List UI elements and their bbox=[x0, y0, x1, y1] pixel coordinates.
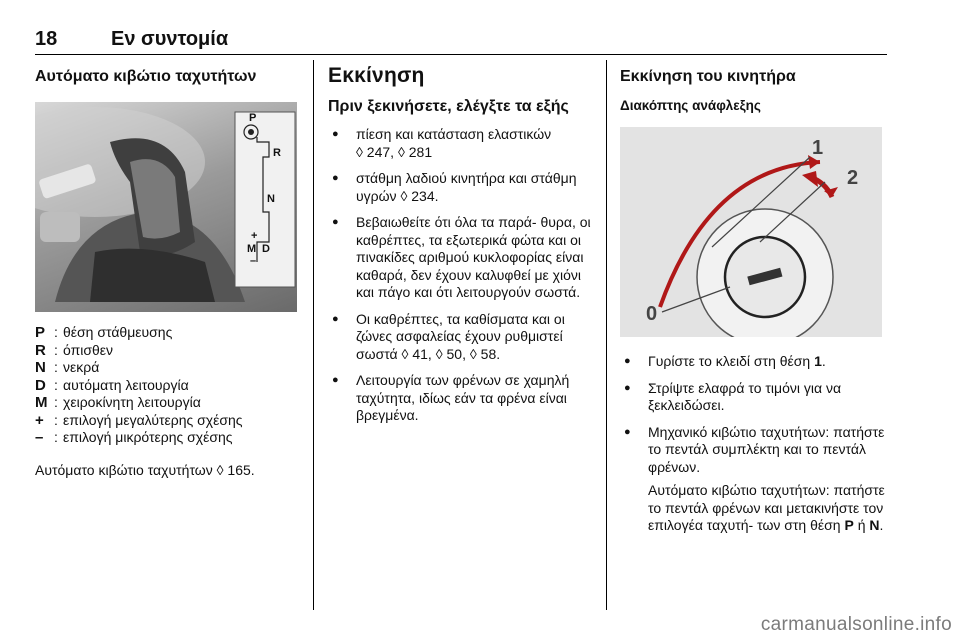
legend-text: νεκρά bbox=[63, 359, 100, 375]
list-item: ● Οι καθρέπτες, τα καθίσματα και οι ζώνες ασφαλείας έχουν ρυθμιστεί σωστά ◊ 41, ◊ 50, ◊ 58. bbox=[328, 311, 598, 364]
legend-text: χειροκίνητη λειτουργία bbox=[63, 394, 201, 410]
page-reference[interactable] bbox=[35, 462, 300, 478]
legend-key: – bbox=[35, 429, 44, 446]
legend-text: επιλογή μικρότερης σχέσης bbox=[63, 429, 233, 445]
list-item: ● στάθμη λαδιού κινητήρα και στάθμη υγρών ◊ 234. bbox=[328, 170, 598, 205]
ignition-switch-illustration bbox=[620, 127, 882, 337]
position-label-0: 0 bbox=[646, 303, 658, 325]
page-reference[interactable]: ◊ 234. bbox=[400, 187, 439, 204]
heading-starting: Εκκίνηση bbox=[328, 64, 425, 87]
column-engine-start bbox=[620, 60, 890, 535]
legend-row: N : νεκρά bbox=[35, 359, 300, 377]
gear-selector-illustration bbox=[35, 102, 297, 312]
gear-legend bbox=[35, 324, 300, 447]
position-mark: 1 bbox=[814, 353, 822, 369]
reference-page: 165. bbox=[227, 461, 255, 478]
gate-label-m: M bbox=[247, 243, 257, 255]
legend-row: M : χειροκίνητη λειτουργία bbox=[35, 394, 300, 412]
column-divider bbox=[313, 60, 314, 610]
position-mark: N bbox=[869, 517, 880, 533]
gate-label-n: N bbox=[267, 193, 275, 205]
legend-text: αυτόματη λειτουργία bbox=[63, 376, 189, 393]
gate-label-p: P bbox=[249, 112, 257, 124]
automatic-gearbox-note: Αυτόματο κιβώτιο ταχυτήτων: πατήστε το πεντάλ φρένων και μετακινήστε τον επιλογέα ταχυτή- των στη θέση P ή N. bbox=[648, 482, 885, 533]
checklist bbox=[328, 126, 598, 425]
legend-row: R : όπισθεν bbox=[35, 342, 300, 360]
reference-arrow-icon: ◊ bbox=[216, 461, 224, 478]
watermark: carmanualsonline.info bbox=[760, 614, 952, 635]
page-reference[interactable]: ◊ 41, ◊ 50, ◊ 58. bbox=[401, 345, 501, 362]
list-item: ● Γυρίστε το κλειδί στη θέση 1. bbox=[620, 353, 890, 371]
list-item: ● πίεση και κατάσταση ελαστικών ◊ 247, ◊ 281 bbox=[328, 126, 598, 161]
legend-key: D bbox=[35, 376, 46, 394]
position-mark: P bbox=[844, 517, 854, 533]
position-label-2: 2 bbox=[847, 167, 859, 189]
list-item: ● Στρίψτε ελαφρά το τιμόνι για να ξεκλειδώσει. bbox=[620, 380, 890, 415]
legend-key: M bbox=[35, 394, 48, 411]
page-number: 18 bbox=[35, 28, 58, 50]
page-header bbox=[35, 26, 887, 55]
list-item: ● Λειτουργία των φρένων σε χαμηλή ταχύτητα, ιδίως εάν τα φρένα είναι βρεγμένα. bbox=[328, 372, 598, 425]
subheading-ignition-switch: Διακόπτης ανάφλεξης bbox=[620, 98, 761, 113]
legend-text: όπισθεν bbox=[63, 341, 114, 358]
ignition-switch-diagram bbox=[620, 127, 882, 337]
engine-start-steps bbox=[620, 353, 890, 476]
reference-text: Αυτόματο κιβώτιο ταχυτήτων bbox=[35, 461, 213, 478]
page-reference[interactable]: ◊ 247, ◊ 281 bbox=[356, 143, 433, 160]
gate-label-d: D bbox=[262, 243, 270, 255]
gear-selector-photo bbox=[35, 102, 297, 312]
section-title: Εν συντομία bbox=[111, 28, 229, 50]
list-item: ● Βεβαιωθείτε ότι όλα τα παρά- θυρα, οι καθρέπτες, τα εξωτερικά φώτα και οι πινακίδες αριθμού κυκλοφορίας είναι καθαρά, δεν έχουν καλυφθεί με χιόνι και πάγο και ότι λειτουργούν σωστά. bbox=[328, 214, 598, 302]
legend-key: N bbox=[35, 359, 46, 376]
legend-row: + : επιλογή μεγαλύτερης σχέσης bbox=[35, 412, 300, 430]
column-starting bbox=[328, 60, 598, 434]
legend-key: + bbox=[35, 411, 44, 429]
column-automatic-gearbox bbox=[35, 60, 300, 478]
subheading-before-starting: Πριν ξεκινήσετε, ελέγξτε τα εξής bbox=[328, 98, 569, 115]
legend-text: θέση στάθμευσης bbox=[63, 324, 173, 340]
legend-text: επιλογή μεγαλύτερης σχέσης bbox=[63, 411, 243, 428]
gate-label-r: R bbox=[273, 147, 281, 159]
legend-row: P : θέση στάθμευσης bbox=[35, 324, 300, 342]
legend-key: P bbox=[35, 324, 46, 341]
heading-engine-start: Εκκίνηση του κινητήρα bbox=[620, 68, 796, 85]
list-item: ● Μηχανικό κιβώτιο ταχυτήτων: πατήστε το πεντάλ συμπλέκτη και το πεντάλ φρένων. bbox=[620, 424, 890, 477]
legend-key: R bbox=[35, 341, 46, 359]
legend-row: D : αυτόματη λειτουργία bbox=[35, 377, 300, 395]
column-divider bbox=[606, 60, 607, 610]
position-label-1: 1 bbox=[812, 137, 824, 159]
heading-automatic-gearbox: Αυτόματο κιβώτιο ταχυτήτων bbox=[35, 68, 257, 85]
gate-label-minus: – bbox=[250, 255, 257, 267]
legend-row: – : επιλογή μικρότερης σχέσης bbox=[35, 429, 300, 447]
gate-label-plus: + bbox=[251, 230, 258, 242]
